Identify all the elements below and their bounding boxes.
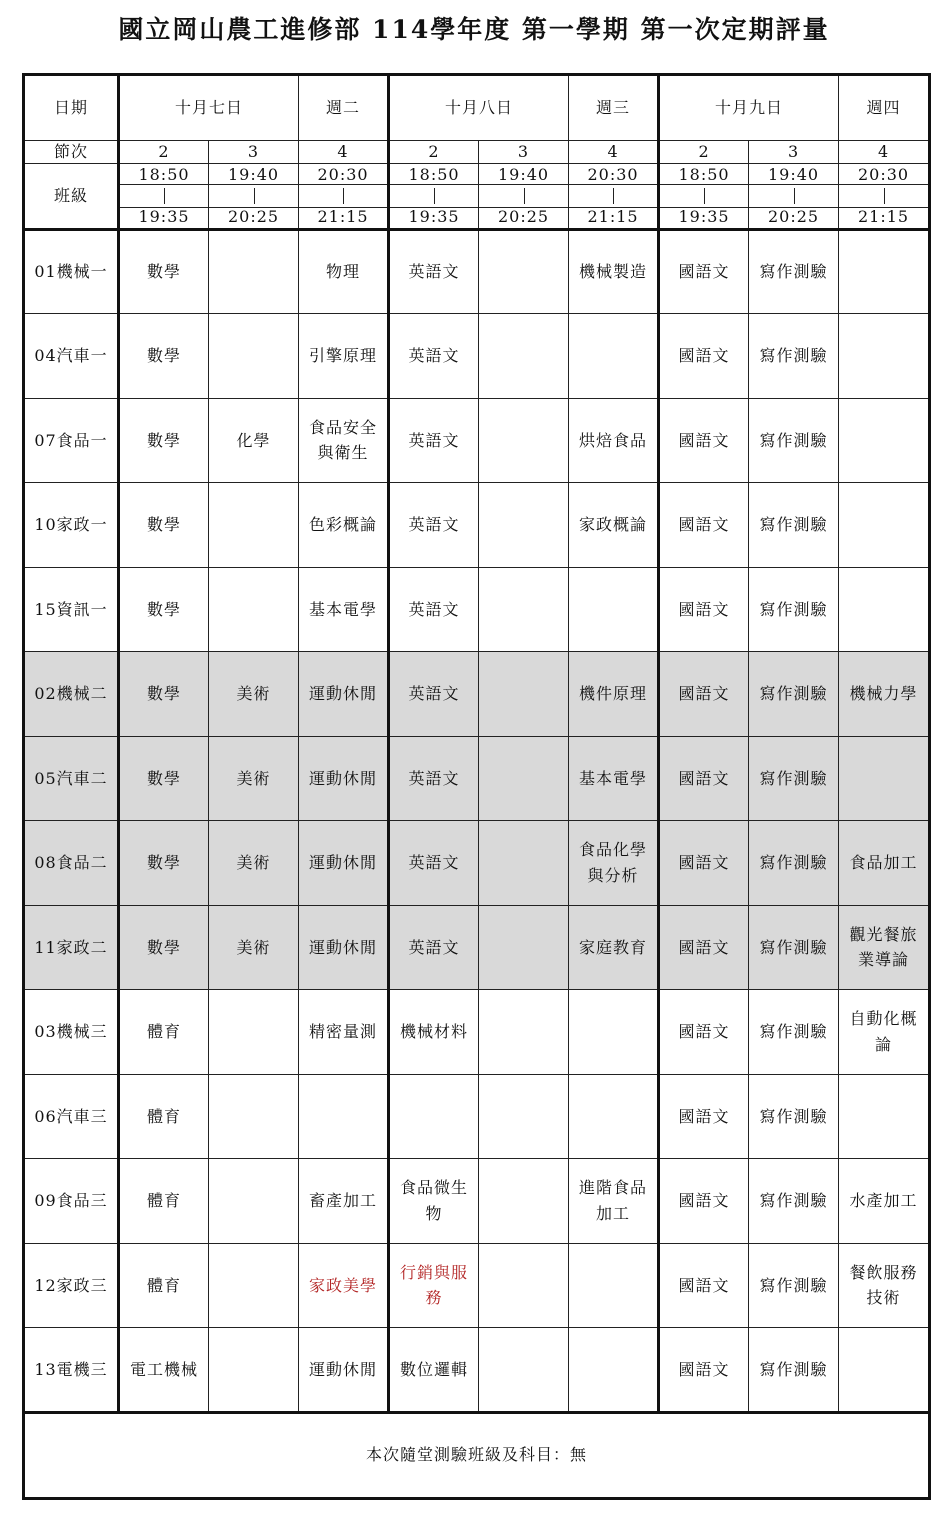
subject-cell: 國語文 [659, 652, 749, 737]
subject-cell: 英語文 [389, 821, 479, 906]
time-slot [119, 163, 209, 229]
subject-cell: 家政概論 [569, 483, 659, 568]
subject-cell: 國語文 [659, 736, 749, 821]
subject-cell [569, 314, 659, 399]
subject-cell: 寫作測驗 [749, 736, 839, 821]
class-row [24, 1243, 930, 1328]
start-time: 20:30 [317, 164, 369, 184]
subject-cell: 數學 [119, 483, 209, 568]
class-name: 12家政三 [24, 1243, 119, 1328]
day3-date: 十月九日 [659, 75, 839, 141]
subject-cell [839, 314, 930, 399]
subject-cell: 英語文 [389, 652, 479, 737]
subject-cell [479, 1074, 569, 1159]
subject-cell: 國語文 [659, 821, 749, 906]
start-time: 20:30 [587, 164, 639, 184]
subject-cell: 運動休閒 [299, 905, 389, 990]
time-divider [299, 184, 387, 208]
start-time: 18:50 [138, 164, 190, 184]
class-name: 05汽車二 [24, 736, 119, 821]
subject-cell: 運動休閒 [299, 821, 389, 906]
subject-cell [569, 1074, 659, 1159]
class-name: 13電機三 [24, 1328, 119, 1413]
time-row [24, 163, 930, 229]
subject-cell [569, 821, 659, 906]
period-number: 4 [299, 141, 389, 164]
subject-cell [479, 229, 569, 314]
class-name: 15資訊一 [24, 567, 119, 652]
time-divider [839, 184, 928, 208]
subject-text: 自動化概論 [849, 1009, 918, 1054]
subject-cell: 數學 [119, 229, 209, 314]
time-divider [209, 184, 298, 208]
subject-cell [569, 1328, 659, 1413]
subject-cell: 家政美學 [299, 1243, 389, 1328]
time-divider [479, 184, 568, 208]
subject-cell: 國語文 [659, 1074, 749, 1159]
subject-cell: 美術 [209, 652, 299, 737]
subject-cell: 美術 [209, 821, 299, 906]
subject-cell [209, 314, 299, 399]
subject-cell [389, 1243, 479, 1328]
subject-cell: 國語文 [659, 1243, 749, 1328]
period-number: 2 [659, 141, 749, 164]
class-row [24, 483, 930, 568]
subject-cell [479, 567, 569, 652]
subject-cell: 美術 [209, 905, 299, 990]
subject-cell [479, 1243, 569, 1328]
subject-text: 食品化學與分析 [579, 840, 648, 885]
subject-cell [839, 229, 930, 314]
subject-cell [209, 1243, 299, 1328]
end-time: 19:35 [408, 206, 460, 226]
subject-cell: 運動休閒 [299, 652, 389, 737]
subject-cell [209, 483, 299, 568]
subject-cell: 數學 [119, 314, 209, 399]
subject-cell: 畜產加工 [299, 1159, 389, 1244]
subject-cell: 數學 [119, 736, 209, 821]
subject-cell: 國語文 [659, 1328, 749, 1413]
subject-cell [209, 1159, 299, 1244]
subject-cell [839, 483, 930, 568]
class-row [24, 821, 930, 906]
subject-text: 行銷與服務 [400, 1262, 469, 1308]
subject-cell: 國語文 [659, 483, 749, 568]
subject-text: 進階食品加工 [579, 1178, 648, 1223]
period-number: 2 [389, 141, 479, 164]
end-time: 20:25 [227, 206, 280, 226]
subject-cell: 電工機械 [119, 1328, 209, 1413]
subject-cell [479, 652, 569, 737]
end-time: 19:35 [138, 206, 190, 226]
period-label: 節次 [24, 141, 119, 164]
class-name: 07食品一 [24, 398, 119, 483]
subject-cell: 基本電學 [569, 736, 659, 821]
subject-cell [479, 398, 569, 483]
period-number: 4 [839, 141, 930, 164]
subject-cell: 寫作測驗 [749, 821, 839, 906]
subject-cell [479, 736, 569, 821]
day1-weekday: 週二 [299, 75, 389, 141]
subject-cell: 烘焙食品 [569, 398, 659, 483]
time-slot [209, 163, 299, 229]
class-name: 08食品二 [24, 821, 119, 906]
subject-cell: 水產加工 [839, 1159, 930, 1244]
day1-date: 十月七日 [119, 75, 299, 141]
subject-cell [479, 905, 569, 990]
subject-cell: 寫作測驗 [749, 1159, 839, 1244]
time-divider [660, 184, 748, 208]
time-slot [839, 163, 930, 229]
class-name: 02機械二 [24, 652, 119, 737]
subject-cell [839, 1243, 930, 1328]
subject-cell [569, 567, 659, 652]
subject-cell [209, 229, 299, 314]
start-time: 19:40 [227, 164, 280, 184]
subject-cell: 寫作測驗 [749, 567, 839, 652]
period-number: 3 [749, 141, 839, 164]
subject-cell: 家庭教育 [569, 905, 659, 990]
subject-cell [839, 398, 930, 483]
end-time: 21:15 [857, 206, 910, 226]
subject-cell: 機械製造 [569, 229, 659, 314]
class-name: 06汽車三 [24, 1074, 119, 1159]
class-row [24, 314, 930, 399]
time-slot [659, 163, 749, 229]
time-slot [479, 163, 569, 229]
subject-cell [479, 314, 569, 399]
subject-cell [479, 1328, 569, 1413]
class-name: 09食品三 [24, 1159, 119, 1244]
end-time: 20:25 [767, 206, 820, 226]
exam-schedule-table [22, 73, 931, 1500]
subject-cell: 國語文 [659, 990, 749, 1075]
subject-cell: 英語文 [389, 314, 479, 399]
subject-cell [479, 483, 569, 568]
subject-cell: 引擎原理 [299, 314, 389, 399]
subject-cell: 體育 [119, 1159, 209, 1244]
subject-text: 食品微生物 [400, 1178, 469, 1223]
time-divider [120, 184, 208, 208]
class-row [24, 1328, 930, 1413]
subject-cell: 機件原理 [569, 652, 659, 737]
subject-cell: 物理 [299, 229, 389, 314]
subject-cell: 數學 [119, 398, 209, 483]
subject-cell [209, 990, 299, 1075]
subject-cell [569, 990, 659, 1075]
subject-cell: 寫作測驗 [749, 652, 839, 737]
class-row [24, 652, 930, 737]
class-name: 10家政一 [24, 483, 119, 568]
subject-cell: 美術 [209, 736, 299, 821]
subject-text: 食品安全與衛生 [309, 417, 378, 463]
subject-cell [299, 398, 389, 483]
subject-cell: 機械力學 [839, 652, 930, 737]
time-divider [749, 184, 838, 208]
subject-cell: 英語文 [389, 905, 479, 990]
subject-cell: 寫作測驗 [749, 990, 839, 1075]
subject-cell: 寫作測驗 [749, 314, 839, 399]
note-row [24, 1412, 930, 1498]
time-divider [390, 184, 478, 208]
start-time: 19:40 [497, 164, 550, 184]
subject-cell: 基本電學 [299, 567, 389, 652]
subject-cell [479, 1159, 569, 1244]
period-number: 3 [209, 141, 299, 164]
period-row [24, 141, 930, 164]
class-row [24, 905, 930, 990]
subject-text: 餐飲服務技術 [849, 1262, 918, 1308]
subject-cell [839, 736, 930, 821]
class-label: 班級 [24, 163, 119, 229]
day2-weekday: 週三 [569, 75, 659, 141]
date-header-row [24, 75, 930, 141]
time-slot [749, 163, 839, 229]
quiz-note: 本次隨堂測驗班級及科目：無 [24, 1412, 930, 1498]
period-number: 3 [479, 141, 569, 164]
subject-cell [839, 905, 930, 990]
subject-cell: 運動休閒 [299, 736, 389, 821]
class-row [24, 567, 930, 652]
period-number: 4 [569, 141, 659, 164]
time-slot [389, 163, 479, 229]
period-number: 2 [119, 141, 209, 164]
subject-cell: 寫作測驗 [749, 1243, 839, 1328]
subject-cell: 數位邏輯 [389, 1328, 479, 1413]
start-time: 18:50 [678, 164, 730, 184]
class-row [24, 990, 930, 1075]
subject-cell: 體育 [119, 1074, 209, 1159]
class-row [24, 398, 930, 483]
time-divider [569, 184, 657, 208]
subject-cell: 體育 [119, 990, 209, 1075]
subject-cell [479, 990, 569, 1075]
subject-cell [209, 1328, 299, 1413]
class-row [24, 1074, 930, 1159]
subject-cell: 機械材料 [389, 990, 479, 1075]
subject-cell: 寫作測驗 [749, 483, 839, 568]
subject-cell: 國語文 [659, 567, 749, 652]
subject-cell [389, 1074, 479, 1159]
page-title: 國立岡山農工進修部 114學年度 第一學期 第一次定期評量 [118, 15, 830, 44]
subject-cell: 英語文 [389, 567, 479, 652]
day2-date: 十月八日 [389, 75, 569, 141]
class-row [24, 736, 930, 821]
subject-cell: 數學 [119, 652, 209, 737]
class-name: 04汽車一 [24, 314, 119, 399]
end-time: 21:15 [587, 206, 639, 226]
subject-cell [209, 1074, 299, 1159]
subject-cell: 化學 [209, 398, 299, 483]
subject-cell: 色彩概論 [299, 483, 389, 568]
subject-cell: 國語文 [659, 905, 749, 990]
subject-cell: 數學 [119, 905, 209, 990]
subject-cell: 國語文 [659, 1159, 749, 1244]
subject-cell: 精密量測 [299, 990, 389, 1075]
subject-cell [839, 567, 930, 652]
subject-cell [479, 821, 569, 906]
subject-cell [569, 1159, 659, 1244]
subject-cell [389, 1159, 479, 1244]
end-time: 21:15 [317, 206, 369, 226]
end-time: 19:35 [678, 206, 730, 226]
subject-cell: 寫作測驗 [749, 398, 839, 483]
subject-cell: 運動休閒 [299, 1328, 389, 1413]
subject-cell: 英語文 [389, 736, 479, 821]
subject-cell: 寫作測驗 [749, 1328, 839, 1413]
day3-weekday: 週四 [839, 75, 930, 141]
subject-cell [569, 1243, 659, 1328]
subject-cell [839, 990, 930, 1075]
subject-cell: 英語文 [389, 229, 479, 314]
class-row [24, 1159, 930, 1244]
subject-text: 觀光餐旅業導論 [849, 924, 918, 970]
subject-cell: 國語文 [659, 229, 749, 314]
subject-cell: 國語文 [659, 398, 749, 483]
time-slot [299, 163, 389, 229]
class-name: 01機械一 [24, 229, 119, 314]
class-name: 03機械三 [24, 990, 119, 1075]
subject-cell [209, 567, 299, 652]
subject-cell: 寫作測驗 [749, 1074, 839, 1159]
class-row [24, 229, 930, 314]
subject-cell: 數學 [119, 567, 209, 652]
subject-cell: 食品加工 [839, 821, 930, 906]
end-time: 20:25 [497, 206, 550, 226]
start-time: 20:30 [857, 164, 910, 184]
subject-cell: 數學 [119, 821, 209, 906]
subject-cell: 英語文 [389, 398, 479, 483]
subject-cell [839, 1074, 930, 1159]
time-slot [569, 163, 659, 229]
date-label: 日期 [24, 75, 119, 141]
subject-cell: 寫作測驗 [749, 229, 839, 314]
subject-cell: 國語文 [659, 314, 749, 399]
start-time: 19:40 [767, 164, 820, 184]
subject-cell: 體育 [119, 1243, 209, 1328]
start-time: 18:50 [408, 164, 460, 184]
subject-cell: 寫作測驗 [749, 905, 839, 990]
class-name: 11家政二 [24, 905, 119, 990]
subject-cell [839, 1328, 930, 1413]
subject-cell [299, 1074, 389, 1159]
subject-cell: 英語文 [389, 483, 479, 568]
